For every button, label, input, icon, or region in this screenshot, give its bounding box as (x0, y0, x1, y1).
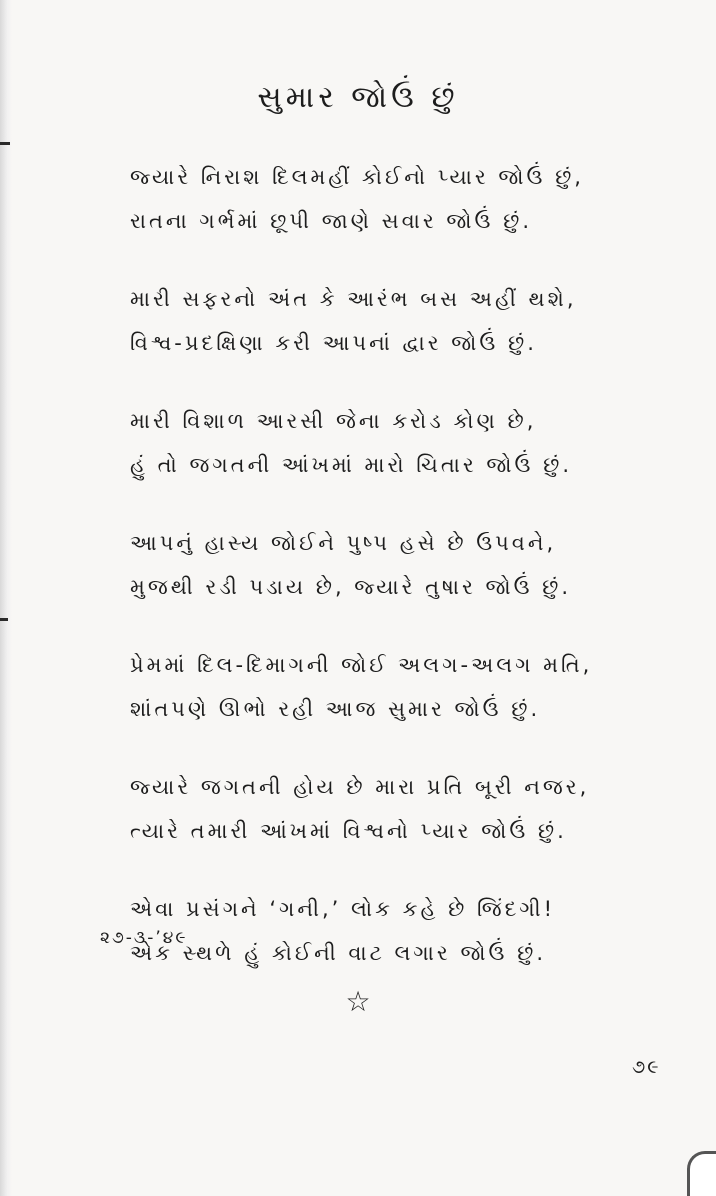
left-margin-mark (0, 142, 10, 145)
page-curl (687, 1151, 716, 1196)
poem-line: એક સ્થળે હું કોઈની વાટ લગાર જોઉં છું. (130, 941, 547, 965)
poem-line: જ્યારે નિરાશ દિલમહીં કોઈનો પ્યાર જોઉં છું, (130, 165, 584, 189)
poem-line: રાતના ગર્ભમાં છૂપી જાણે સવાર જોઉં છું. (130, 209, 532, 233)
poem-line: ત્યારે તમારી આંખમાં વિશ્વનો પ્યાર જોઉં છું. (130, 819, 567, 843)
page-number: ૭૯ (632, 1056, 661, 1078)
stanza (130, 887, 620, 975)
stanza (130, 643, 620, 731)
poem-line: મારી વિશાળ આરસી જેના કરોડ કોણ છે, (130, 409, 537, 433)
poem-date: ૨૭-૩-’૪૯ (100, 928, 188, 948)
star-ornament-icon: ☆ (345, 985, 371, 1018)
poem-line: શાંતપણે ઊભો રહી આજ સુમાર જોઉં છું. (130, 697, 541, 721)
stanza (130, 277, 620, 365)
poem-body (130, 155, 620, 1009)
poem-line: મુજથી રડી પડાય છે, જ્યારે તુષાર જોઉં છું. (130, 575, 572, 599)
poem-line: એવા પ્રસંગને ‘ગની,’ લોક કહે છે જિંદગી! (130, 897, 556, 921)
poem-line: જ્યારે જગતની હોય છે મારા પ્રતિ બૂરી નજર, (130, 775, 590, 799)
poem-line: આપનું હાસ્ય જોઈને પુષ્પ હસે છે ઉપવને, (130, 531, 557, 555)
poem-line: વિશ્વ-પ્રદક્ષિણા કરી આપનાં દ્વાર જોઉં છું. (130, 331, 537, 355)
stanza (130, 399, 620, 487)
poem-line: હું તો જગતની આંખમાં મારો ચિતાર જોઉં છું. (130, 453, 572, 477)
stanza (130, 765, 620, 853)
poem-line: મારી સફરનો અંત કે આરંભ બસ અહીં થશે, (130, 287, 577, 311)
stanza (130, 155, 620, 243)
stanza (130, 521, 620, 609)
poem-line: પ્રેમમાં દિલ-દિમાગની જોઈ અલગ-અલગ મતિ, (130, 653, 593, 677)
left-margin-mark (0, 618, 8, 621)
poem-title: સુમાર જોઉં છું (257, 80, 459, 115)
